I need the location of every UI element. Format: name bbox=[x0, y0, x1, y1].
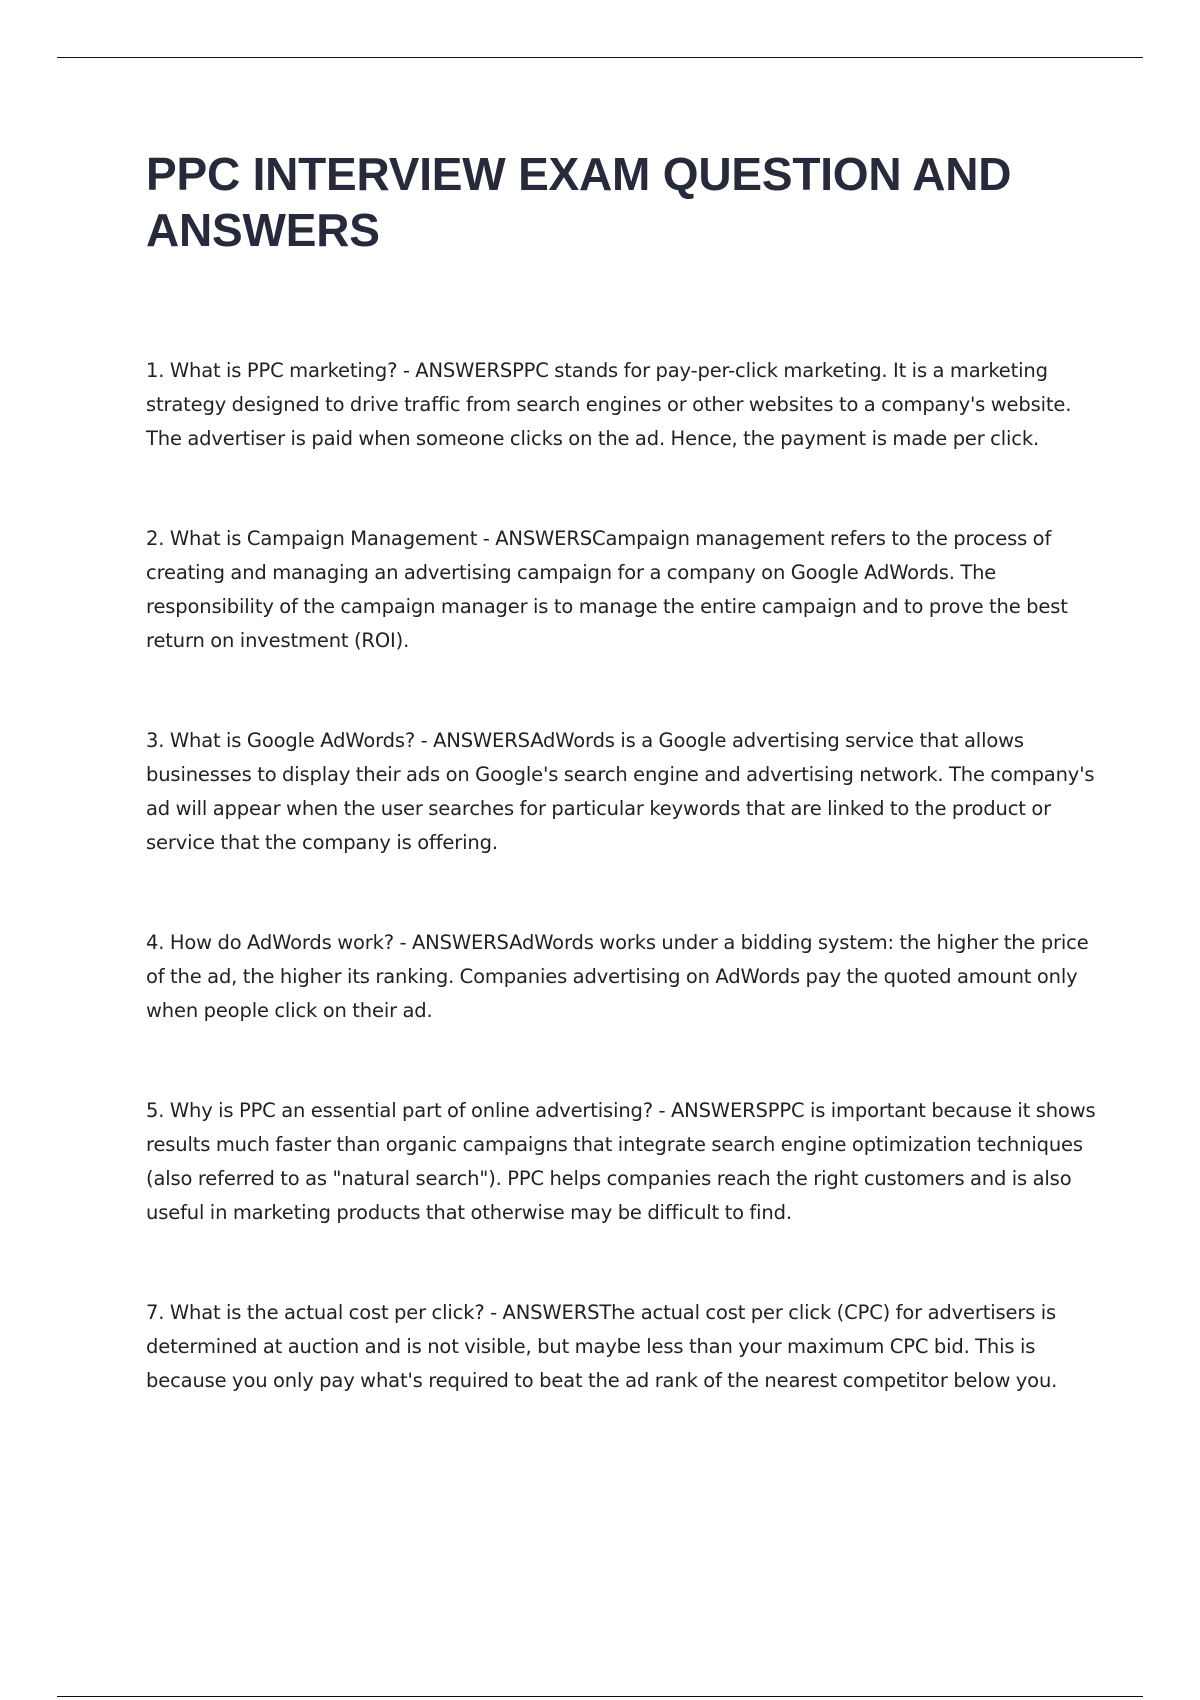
qa-item-7: 7. What is the actual cost per click? - ANSWERSThe actual cost per click (CPC) for advertisers is determined at auction and is not visible, but maybe less than your maximum CPC bid. This is because you only pay what's required to beat the ad rank of the nearest competitor below you. bbox=[146, 1301, 1058, 1392]
qa-item-3: 3. What is Google AdWords? - ANSWERSAdWords is a Google advertising service that allows businesses to display their ads on Google's search engine and advertising network. The company's ad will appear when the user searches for particular keywords that are linked to the product or service that the company is offering. bbox=[146, 729, 1095, 854]
qa-item-4: 4. How do AdWords work? - ANSWERSAdWords works under a bidding system: the higher the price of the ad, the higher its ranking. Companies advertising on AdWords pay the quoted amount only when people click on their ad. bbox=[146, 931, 1089, 1022]
qa-item-2: 2. What is Campaign Management - ANSWERSCampaign management refers to the process of creating and managing an advertising campaign for a company on Google AdWords. The responsibility of the campaign manager is to manage the entire campaign and to prove the best return on investment (ROI). bbox=[146, 527, 1068, 652]
qa-item-5: 5. Why is PPC an essential part of online advertising? - ANSWERSPPC is important because it shows results much faster than organic campaigns that integrate search engine optimization techniques (also referred to as "natural search"). PPC helps companies reach the right customers and is also useful in marketing products that otherwise may be difficult to find. bbox=[146, 1099, 1096, 1224]
qa-list bbox=[146, 354, 1101, 1464]
top-divider bbox=[57, 57, 1143, 58]
qa-item-1: 1. What is PPC marketing? - ANSWERSPPC stands for pay-per-click marketing. It is a marketing strategy designed to drive traffic from search engines or other websites to a company's website. The advertiser is paid when someone clicks on the ad. Hence, the payment is made per click. bbox=[146, 359, 1072, 450]
document-title: PPC INTERVIEW EXAM QUESTION AND ANSWERS bbox=[146, 148, 1012, 256]
bottom-divider bbox=[57, 1696, 1143, 1697]
